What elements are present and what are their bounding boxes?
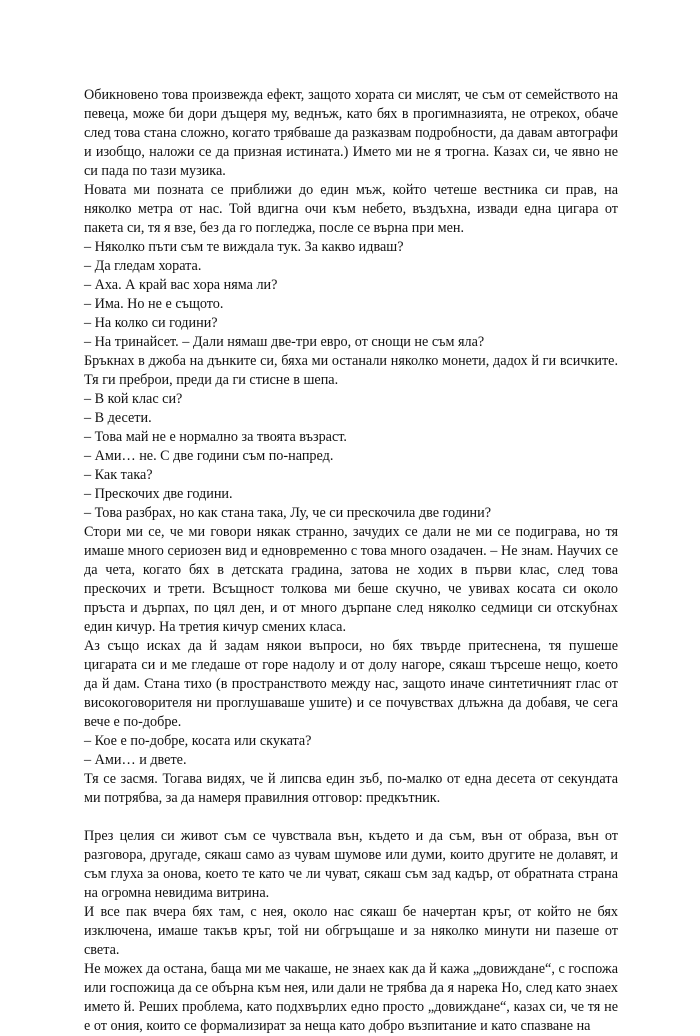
dialogue-line: – В кой клас си? — [84, 391, 183, 407]
dialogue-line: – Да гледам хората. — [84, 258, 202, 274]
paragraph: Аз също исках да й задам някои въпроси, но бях твърде притеснена, тя пушеше цигарата си и ме гледаше от горе надолу и от долу нагоре, сякаш търсеше нещо, което да й дам. Стана тихо (в пространството между нас, защото иначе синтетичният глас от високоговорителя ни проглушаваше ушите) и се почувствах длъжна да добавя, че сега вече е по-добре. — [84, 638, 618, 730]
dialogue-line: – В десети. — [84, 410, 152, 426]
dialogue-line: – На тринайсет. – Дали нямаш две-три евро, от снощи не съм яла? — [84, 334, 485, 350]
dialogue-line: – Ами… не. С две години съм по-напред. — [84, 448, 334, 464]
section-break — [84, 808, 618, 827]
dialogue-line: – Прескочих две години. — [84, 486, 233, 502]
dialogue-line: – Няколко пъти съм те виждала тук. За какво идваш? — [84, 239, 404, 255]
dialogue-line: – Има. Но не е същото. — [84, 296, 224, 312]
paragraph: През целия си живот съм се чувствала вън, където и да съм, вън от образа, вън от разговора, другаде, сякаш само аз чувам шумове или думи, които другите не долавят, и съм глуха за онова, което те като че ли чуват, сякаш съм зад кадър, от обратната страна на огромна невидима витрина. — [84, 828, 618, 901]
body-text — [84, 86, 618, 1036]
paragraph: Тя се засмя. Тогава видях, че й липсва един зъб, по-малко от една десета от секундата ми потрябва, за да намеря правилния отговор: предкътник. — [84, 771, 618, 806]
paragraph: Обикновено това произвежда ефект, защото хората си мислят, че съм от семейството на певеца, може би дори дъщеря му, веднъж, като бях в прогимназията, не отрекох, обаче след това стана сложно, когато трябваше да разказвам подробности, да давам автографи и изобщо, наложи се да призная истината.) Името ми не я трогна. Казах си, че явно не си пада по тази музика. — [84, 87, 618, 179]
paragraph: Не можех да остана, баща ми ме чакаше, не знаех как да й кажа „довиждане“, с госпожа или госпожица да се обърна към нея, или дали не трябва да я нарека Но, след като знаех името й. Реших проблема, като подхвърлих едно просто „довиждане“, казах си, че тя не е от ония, които се формализират за неща като добро възпитание и като спазване на — [84, 961, 618, 1034]
dialogue-line: – На колко си години? — [84, 315, 218, 331]
dialogue-line: – Ами… и двете. — [84, 752, 187, 768]
paragraph: Бръкнах в джоба на дънките си, бяха ми останали няколко монети, дадох й ги всичките. Тя ги преброи, преди да ги стисне в шепа. — [84, 353, 618, 388]
dialogue-line: – Аха. А край вас хора няма ли? — [84, 277, 278, 293]
paragraph: И все пак вчера бях там, с нея, около нас сякаш бе начертан кръг, от който не бях изключена, имаше такъв кръг, той ни обгръщаше и за няколко минути ни пазеше от света. — [84, 904, 618, 958]
dialogue-line: – Това май не е нормално за твоята възраст. — [84, 429, 347, 445]
dialogue-line: – Как така? — [84, 467, 153, 483]
dialogue-line: – Това разбрах, но как стана така, Лу, че си прескочила две години? — [84, 505, 492, 521]
dialogue-line: – Кое е по-добре, косата или скуката? — [84, 733, 312, 749]
paragraph: Стори ми се, че ми говори някак странно, зачудих се дали не ми се подиграва, но тя имаше много сериозен вид и едновременно с това много озадачен. – Не знам. Научих се да чета, когато бях в детската градина, затова не ходих в първи клас, след това прескочих и трети. Всъщност толкова ми беше скучно, че увивах косата си около пръста и дърпах, по цял ден, и от много дърпане след няколко седмици си отскубнах един кичур. На третия кичур смених класа. — [84, 524, 618, 635]
paragraph: Новата ми позната се приближи до един мъж, който четеше вестника си прав, на няколко метра от нас. Той вдигна очи към небето, въздъхна, извади една цигара от пакета си, тя я взе, без да го погледжа, после се върна при мен. — [84, 182, 618, 236]
